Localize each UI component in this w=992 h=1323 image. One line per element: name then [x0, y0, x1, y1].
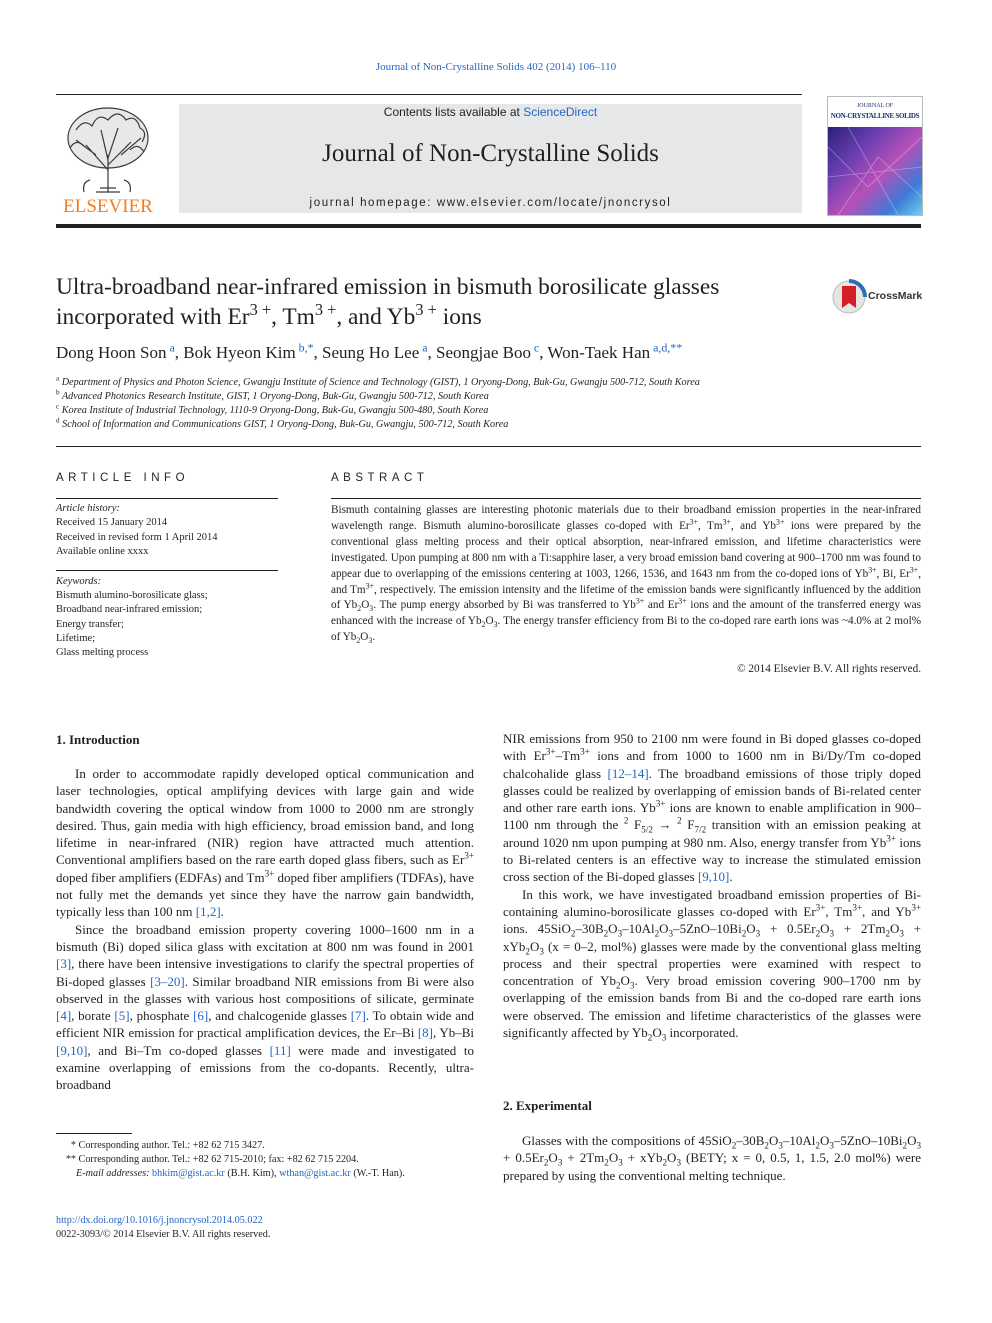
- history-label: Article history:: [56, 503, 120, 514]
- section-heading-introduction: 1. Introduction: [56, 732, 140, 747]
- affiliation-c: $^c$ Korea Institute of Industrial Technology, 1110-9 Oryong-Dong, Buk-Gu, Gwangju 500-480, South Korea: [56, 402, 489, 416]
- cover-pattern-icon: [828, 127, 922, 215]
- keyword: Energy transfer;: [56, 619, 124, 630]
- keyword: Bismuth alumino-borosilicate glass;: [56, 590, 208, 601]
- keywords-rule: [56, 570, 278, 571]
- affiliation-b: $^b$ Advanced Photonics Research Institute, GIST, 1 Oryong-Dong, Buk-Gu, Gwangju 500-712, South Korea: [56, 388, 489, 402]
- info-rule: [56, 498, 278, 499]
- sciencedirect-link[interactable]: ScienceDirect: [523, 105, 598, 119]
- header-thick-rule: [56, 224, 921, 228]
- affiliation-d: $^d$ School of Information and Communications GIST, 1 Oryong-Dong, Buk-Gu, Gwangju, 500-712, South Korea: [56, 416, 509, 430]
- introduction-text: In order to accommodate rapidly developed optical communication and laser technologies, optical amplifying devices with large gain and wide bandwidth covering the optical window from 1000 to 2000 nm are strongly desired. Thus, gain media with high efficiency, broad emission band, and long lifetime in near-infrared (NIR) region have attracted much attention. Conventional amplifiers based on the rare earth doped glass fibers, such as $Er^{3+}$ doped fiber amplifiers (EDFAs) and $Tm^{3+}$ doped fiber amplifiers (TDFAs), have not fully met the demands yet since they have the narrow gain bandwidth, typically less than 100 nm [1,2]. Since the broadband emission property covering 1000–1600 nm in a bismuth (Bi) doped silica glass with excitation at 800 nm was found in 2001 [3], there have been intensive investigations to clarify the spectral properties of Bi-doped glasses [3–20]. Similar broadband NIR emissions from Bi were also observed in the glasses with various host compositions of silicate, germinate [4], borate [5], phosphate [6], and chalcogenide glasses [7]. To obtain wide and efficient NIR emission for practical amplification devices, the Er–Bi [8], Yb–Bi [9,10], and Bi–Tm co-doped glasses [11] were made and investigated to examine overlapping of emissions from the co-dopants. Recently, ultra-broadband: [56, 766, 475, 1093]
- history-revised: Received in revised form 1 April 2014: [56, 532, 218, 543]
- cover-line2: NON-CRYSTALLINE SOLIDS: [830, 112, 920, 120]
- journal-cover-image: [827, 96, 923, 216]
- crossmark-label: CrossMark: [868, 290, 923, 302]
- footnote-emails: E-mail addresses: bhkim@gist.ac.kr (B.H. Kim), wthan@gist.ac.kr (W.-T. Han).: [76, 1168, 405, 1179]
- homepage-link[interactable]: www.elsevier.com/locate/jnoncrysol: [436, 197, 672, 209]
- header-rule: [56, 94, 802, 95]
- email-link-han[interactable]: wthan@gist.ac.kr: [279, 1168, 351, 1179]
- email-link-kim[interactable]: bhkim@gist.ac.kr: [152, 1168, 225, 1179]
- affiliation-a: $^a$ Department of Physics and Photon Science, Gwangju Institute of Science and Technology (GIST), 1 Oryong-Dong, Buk-Gu, Gwangju 500-712, South Korea: [56, 374, 700, 388]
- contents-line: Contents lists available at ScienceDirect: [383, 105, 598, 119]
- elsevier-tree-icon: [56, 100, 160, 215]
- crossmark-icon: [831, 279, 867, 315]
- issn-copyright: 0022-3093/© 2014 Elsevier B.V. All rights reserved.: [56, 1229, 271, 1240]
- affiliation-rule: [56, 446, 921, 447]
- author: Dong Hoon Son $^a$,: [56, 340, 184, 362]
- article-info-heading: ARTICLE INFO: [56, 472, 190, 484]
- author: Seongjae Boo $^c$,: [436, 340, 548, 362]
- author-list: [56, 340, 683, 363]
- keywords-label: Keywords:: [56, 576, 102, 587]
- history-received: Received 15 January 2014: [56, 517, 168, 528]
- author: Seung Ho Lee $^a$,: [322, 340, 437, 362]
- abstract-copyright: © 2014 Elsevier B.V. All rights reserved.: [737, 663, 921, 675]
- keyword: Lifetime;: [56, 633, 96, 644]
- footnote-rule: [56, 1133, 132, 1134]
- crossmark-badge[interactable]: [831, 279, 926, 317]
- journal-reference[interactable]: Journal of Non-Crystalline Solids 402 (2014) 106–110: [375, 61, 617, 73]
- author: Won-Taek Han $^{a,d,**}$: [547, 340, 683, 362]
- elsevier-logo: [56, 100, 160, 215]
- cover-line1: JOURNAL OF: [856, 103, 894, 109]
- doi-link[interactable]: http://dx.doi.org/10.1016/j.jnoncrysol.2014.05.022: [56, 1215, 263, 1226]
- footnote-corresponding-1: * Corresponding author. Tel.: +82 62 715 3427.: [70, 1140, 265, 1151]
- elsevier-wordmark: ELSEVIER: [63, 196, 153, 215]
- history-online: Available online xxxx: [56, 546, 149, 557]
- journal-homepage: journal homepage: www.elsevier.com/locate/jnoncrysol: [309, 197, 672, 209]
- author: Bok Hyeon Kim $^{b,*}$,: [183, 340, 323, 362]
- journal-title: Journal of Non-Crystalline Solids: [322, 140, 659, 167]
- introduction-text-continued: NIR emissions from 950 to 2100 nm were found in Bi doped glasses co-doped with $Er^{3+}-Tm^{3+}$ ions and from 1000 to 1600 nm in Bi/Dy/Tm co-doped chalcohalide glass [12–14]. The broadband emissions of those triply doped glasses could be realized by overlapping of emission bands of Bi-related center and other rare earth ions. $Yb^{3+}$ ions are known to enable amplification in 900–1100 nm through the $^2$ $F_{5/2} \to ^2$ $F_{7/2}$ transition with an emission peaking at around 1020 nm upon pumping at 980 nm. Also, energy transfer from $Yb^{3+}$ ions to Bi-related centers is an effective way to increase the stimulated emission cross section of the Bi-doped glasses [9,10]. In this work, we have investigated broadband emission properties of Bi-containing alumino-borosilicate glasses co-doped with $Er^{3+}$, $Tm^{3+}$, and $Yb^{3+}$ ions. $45SiO_2-30B_2O_3-10Al_2O_3-5ZnO-10Bi_2O_3 + 0.5Er_2O_3 + 2Tm_2O_3 + xYb_2O_3$ (x = 0–2, mol%) glasses were made by the conventional glass melting process and their spectral properties were examined with respect to concentration of $Yb_2O_3$. Very broad emission covering 900–1700 nm by overlapping of the emission bands from Bi and the co-doped rare earth ions were observed. The emission and lifetime characteristics of the glasses were significantly affected by $Yb_2O_3$ incorporated.: [503, 731, 922, 1043]
- keyword: Glass melting process: [56, 647, 149, 658]
- abstract-heading: ABSTRACT: [331, 472, 429, 484]
- abstract-rule: [331, 498, 921, 499]
- keyword: Broadband near-infrared emission;: [56, 604, 203, 615]
- section-heading-experimental: 2. Experimental: [503, 1098, 592, 1113]
- article-title: Ultra-broadband near-infrared emission in bismuth borosilicate glasses incorporated with $Er^{3 +}$, $Tm^{3 +}$, and $Yb^{3 +}$ ions: [56, 274, 720, 330]
- abstract-text: Bismuth containing glasses are interesting photonic materials due to their broadband emission properties in the near-infrared wavelength range. Bismuth alumino-borosilicate glasses co-doped with $Er^{3+}$, $Tm^{3+}$, and $Yb^{3+}$ ions were prepared by the conventional glass melting process and their optical absorption, near-infrared emission, and lifetime characteristics were investigated. Upon pumping at 800 nm with a Ti:sapphire laser, a very broad emission band covering at 900–1700 nm was found to appear due to overlapping of the emissions centering at 1003, 1266, 1536, and 1643 nm from the co-doped ions of $Yb^{3+}$, Bi, $Er^{3+}$, and $Tm^{3+}$, respectively. The emission intensity and the lifetime of the emission bands were significantly influenced by the addition of $Yb_2O_3$. The pump energy absorbed by Bi was transferred to $Yb^{3+}$ and $Er^{3+}$ ions and the amount of the transferred energy was enhanced with the increase of $Yb_2O_3$. The energy transfer efficiency from Bi to the co-doped rare earth ions was ~4.0% at 2 mol% of $Yb_2O_3$.: [331, 504, 922, 646]
- experimental-text: Glasses with the compositions of $45SiO_2-30B_2O_3-10Al_2O_3-5ZnO-10Bi_2O_3 + 0.5Er_2O_3 + 2Tm_2O_3 + xYb_2O_3$ (BETY; x = 0, 0.5, 1, 1.5, 2.0 mol%) were prepared by using the conventional melting technique.: [503, 1133, 921, 1183]
- footnote-corresponding-2: ** Corresponding author. Tel.: +82 62 715-2010; fax: +82 62 715 2204.: [65, 1154, 359, 1165]
